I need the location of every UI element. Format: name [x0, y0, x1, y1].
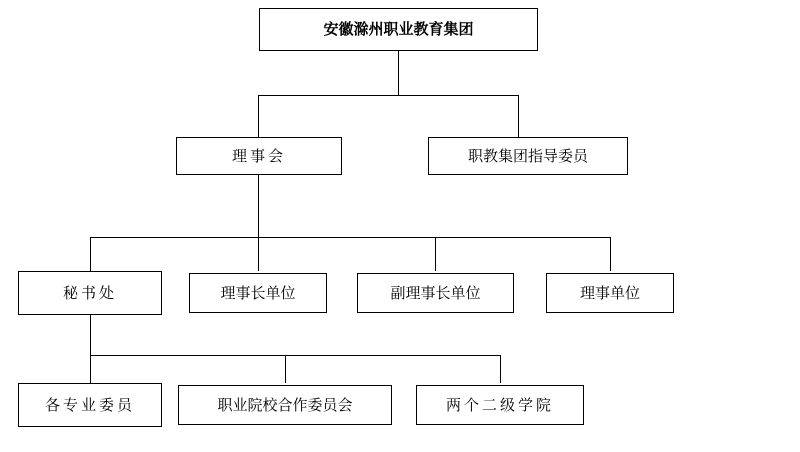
connector-root-down	[398, 51, 399, 95]
node-two-secondary-colleges	[416, 385, 584, 425]
connector-drop-level4-3	[500, 355, 501, 383]
node-specialty-committees-label: 各专业委员	[44, 396, 135, 414]
node-root	[259, 8, 538, 51]
node-member-unit	[546, 273, 674, 313]
node-chair-unit	[189, 273, 327, 313]
node-secretariat-label: 秘书处	[62, 284, 117, 302]
node-two-secondary-colleges-label: 两个二级学院	[445, 396, 554, 414]
node-school-cooperation-committee-label: 职业院校合作委员会	[217, 396, 353, 414]
node-vice-chair-unit-label: 副理事长单位	[390, 284, 481, 302]
connector-drop-level3-3	[435, 237, 436, 271]
connector-drop-level2-2	[518, 95, 519, 137]
connector-drop-level3-4	[610, 237, 611, 271]
node-school-cooperation-committee	[178, 385, 392, 425]
connector-drop-level3-2	[258, 237, 259, 271]
connector-level3-1-down	[90, 315, 91, 355]
node-specialty-committees	[18, 383, 162, 427]
node-secretariat	[18, 271, 162, 315]
connector-level2-1-down	[258, 175, 259, 237]
node-guidance-committee-label: 职教集团指导委员	[467, 147, 588, 165]
connector-bus-level4	[90, 355, 500, 356]
node-council	[176, 137, 342, 175]
connector-bus-level2	[258, 95, 519, 96]
node-vice-chair-unit	[357, 273, 514, 313]
connector-drop-level3-1	[90, 237, 91, 271]
node-root-label: 安徽滁州职业教育集团	[323, 21, 474, 38]
connector-drop-level4-1	[90, 355, 91, 383]
connector-drop-level2-1	[258, 95, 259, 137]
node-chair-unit-label: 理事长单位	[220, 284, 296, 302]
node-guidance-committee	[428, 137, 628, 175]
connector-drop-level4-2	[285, 355, 286, 383]
node-member-unit-label: 理事单位	[579, 284, 640, 302]
node-council-label: 理事会	[231, 147, 286, 165]
connector-bus-level3	[90, 237, 610, 238]
